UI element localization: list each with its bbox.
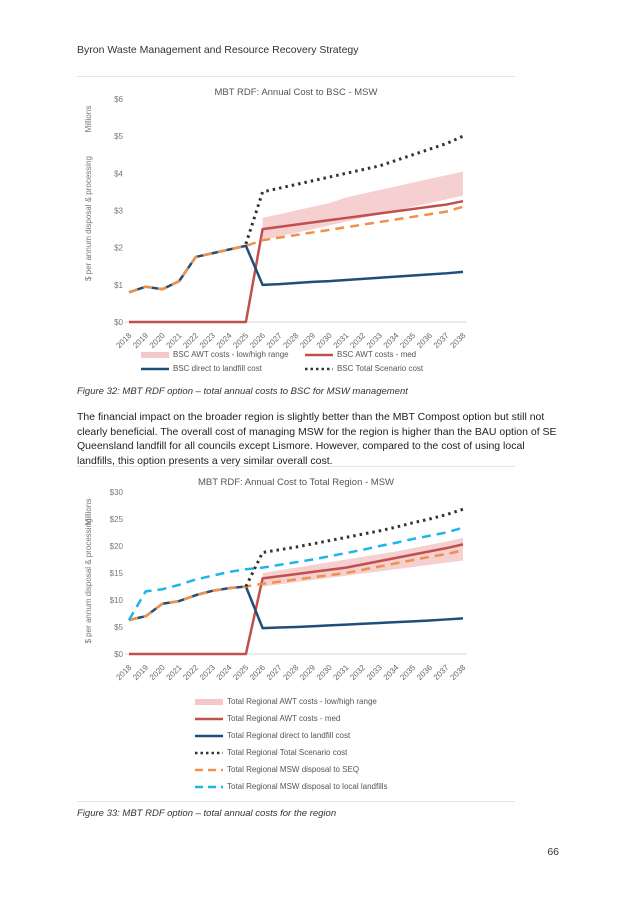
x-tick-label: 2023 — [197, 663, 217, 682]
series-line — [129, 587, 463, 629]
x-tick-label: 2032 — [348, 663, 368, 682]
x-tick-label: 2029 — [298, 663, 318, 682]
series-line — [129, 246, 463, 292]
legend-swatch — [305, 365, 333, 373]
legend-swatch — [305, 351, 333, 359]
x-tick-label: 2029 — [298, 331, 318, 350]
x-tick-label: 2035 — [398, 331, 418, 350]
x-tick-label: 2034 — [381, 331, 401, 350]
x-tick-label: 2031 — [331, 663, 351, 682]
x-tick-label: 2035 — [398, 663, 418, 682]
x-tick-label: 2019 — [131, 663, 151, 682]
y-tick-label: $6 — [114, 95, 123, 104]
legend-swatch — [195, 766, 223, 774]
legend-swatch — [195, 749, 223, 757]
x-tick-label: 2018 — [114, 663, 134, 682]
legend-label: Total Regional Total Scenario cost — [227, 748, 348, 757]
x-tick-label: 2028 — [281, 663, 301, 682]
legend-label: BSC Total Scenario cost — [337, 364, 424, 373]
x-tick-label: 2036 — [415, 331, 435, 350]
legend-label: BSC AWT costs - med — [337, 350, 417, 359]
legend-item — [195, 714, 340, 723]
x-tick-label: 2023 — [197, 331, 217, 350]
legend-label: BSC direct to landfill cost — [173, 364, 262, 373]
legend-swatch — [195, 732, 223, 740]
figure-2-caption: Figure 33: MBT RDF option – total annual costs for the region — [77, 808, 337, 819]
legend-swatch — [195, 715, 223, 723]
legend-label: Total Regional AWT costs - med — [227, 714, 341, 723]
x-tick-label: 2018 — [114, 331, 134, 350]
x-tick-label: 2027 — [264, 663, 284, 682]
chart-1-svg — [77, 77, 515, 379]
x-tick-label: 2024 — [214, 331, 234, 350]
x-tick-label: 2024 — [214, 663, 234, 682]
y-tick-label: $5 — [114, 132, 123, 142]
x-tick-label: 2020 — [147, 663, 167, 682]
document-header: Byron Waste Management and Resource Recovery Strategy — [77, 44, 359, 56]
x-tick-label: 2020 — [147, 331, 167, 350]
x-tick-label: 2025 — [231, 663, 251, 682]
legend-swatch — [195, 783, 223, 791]
x-tick-label: 2032 — [348, 331, 368, 350]
figure-1-caption: Figure 32: MBT RDF option – total annual costs to BSC for MSW management — [77, 386, 408, 397]
legend-item — [141, 350, 289, 359]
y-tick-label: $25 — [109, 515, 123, 524]
y-tick-label: $10 — [109, 596, 123, 605]
chart-2-container — [77, 466, 515, 802]
legend-item — [305, 364, 423, 373]
y-axis-unit: Millions — [84, 498, 93, 526]
y-tick-label: $0 — [114, 650, 123, 659]
y-tick-label: $5 — [114, 623, 123, 632]
x-tick-label: 2031 — [331, 331, 351, 350]
y-axis-unit: Millions — [84, 105, 93, 133]
legend-swatch — [195, 698, 223, 706]
x-tick-label: 2033 — [364, 331, 384, 350]
y-tick-label: $0 — [114, 318, 123, 327]
page-number: 66 — [547, 846, 559, 858]
y-tick-label: $1 — [114, 280, 123, 290]
y-axis-label: $ per annum disposal & processing — [84, 156, 93, 281]
legend-item — [195, 765, 359, 774]
x-tick-label: 2030 — [314, 663, 334, 682]
legend-item — [195, 782, 388, 791]
y-tick-label: $30 — [109, 488, 123, 497]
x-tick-label: 2028 — [281, 331, 301, 350]
legend-swatch — [141, 351, 169, 359]
legend-swatch — [141, 365, 169, 373]
chart-1-title: MBT RDF: Annual Cost to BSC - MSW — [214, 87, 378, 98]
y-tick-label: $15 — [109, 569, 123, 578]
legend-label: Total Regional direct to landfill cost — [227, 731, 351, 740]
body-paragraph: The financial impact on the broader region is slightly better than the MBT Compost option but still not clearly beneficial. The overall cost of managing MSW for the region is higher than the BAU option of SE Queensland landfill for all councils except Lismore. However, compared to the cost of using local landfills, this option presents a very similar overall cost. — [77, 411, 557, 467]
legend-label: BSC AWT costs - low/high range — [173, 350, 289, 359]
chart-1-container — [77, 76, 515, 379]
legend-label: Total Regional MSW disposal to SEQ — [227, 765, 360, 774]
y-tick-label: $20 — [109, 542, 123, 551]
x-tick-label: 2022 — [181, 331, 201, 350]
x-tick-label: 2021 — [164, 331, 184, 350]
legend-label: Total Regional AWT costs - low/high range — [227, 697, 377, 706]
y-tick-label: $4 — [114, 169, 123, 179]
chart-2-svg — [77, 467, 515, 692]
x-tick-label: 2027 — [264, 331, 284, 350]
y-tick-label: $2 — [114, 243, 123, 253]
y-tick-label: $3 — [114, 206, 123, 216]
x-tick-label: 2038 — [448, 663, 468, 682]
x-tick-label: 2026 — [248, 663, 268, 682]
legend-label: Total Regional MSW disposal to local landfills — [227, 782, 388, 791]
x-tick-label: 2030 — [314, 331, 334, 350]
legend-item — [195, 697, 377, 706]
x-tick-label: 2038 — [448, 331, 468, 350]
x-tick-label: 2036 — [415, 663, 435, 682]
legend-item — [195, 748, 347, 757]
x-tick-label: 2025 — [231, 331, 251, 350]
x-tick-label: 2022 — [181, 663, 201, 682]
x-tick-label: 2033 — [364, 663, 384, 682]
legend-item — [141, 364, 262, 373]
x-tick-label: 2037 — [431, 663, 451, 682]
x-tick-label: 2037 — [431, 331, 451, 350]
legend-item — [195, 731, 350, 740]
chart-2-title: MBT RDF: Annual Cost to Total Region - MSW — [197, 477, 395, 488]
x-tick-label: 2021 — [164, 663, 184, 682]
x-tick-label: 2019 — [131, 331, 151, 350]
x-tick-label: 2026 — [248, 331, 268, 350]
x-tick-label: 2034 — [381, 663, 401, 682]
y-axis-label: $ per annum disposal & processing — [84, 518, 93, 644]
legend-item — [305, 350, 416, 359]
